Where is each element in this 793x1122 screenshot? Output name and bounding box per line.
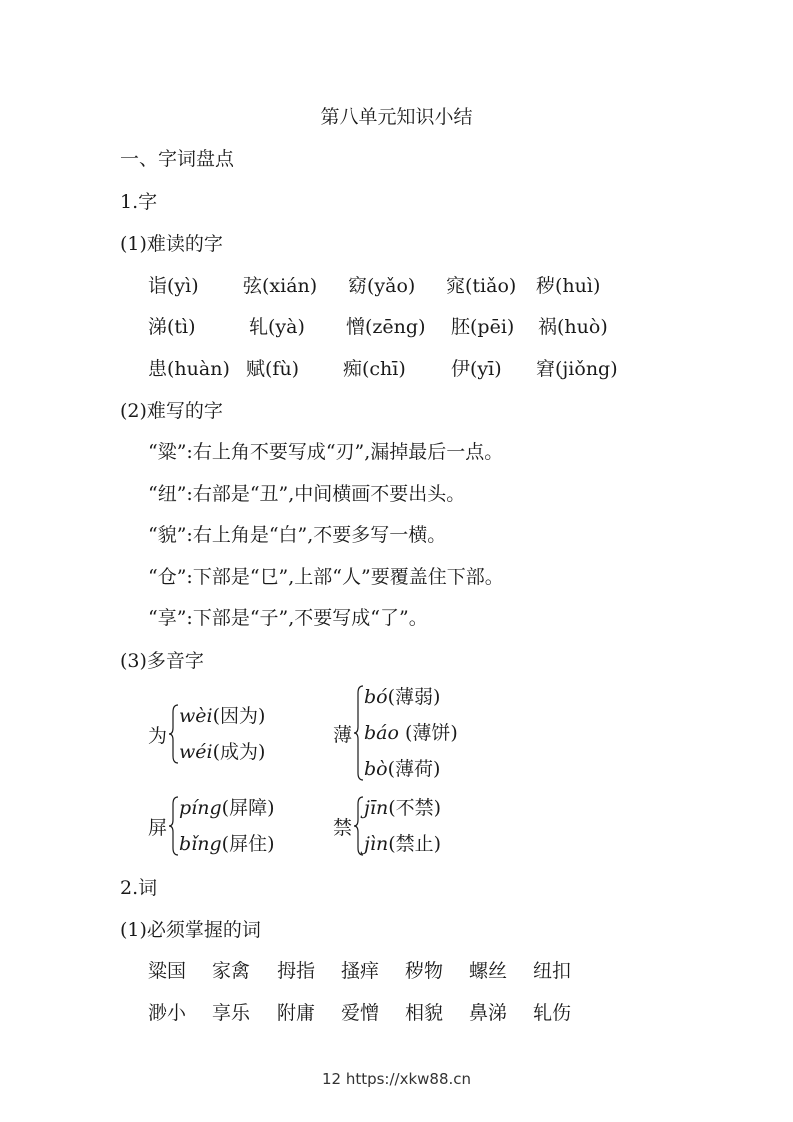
hard-read-cell: 祸(huò) [538,316,608,338]
brace-icon [354,685,364,781]
word-item: 享乐 [212,1002,251,1024]
polyphone-reading: jīn(不禁) [364,797,442,819]
hard-read-cell: 伊(yī) [451,358,502,380]
hard-read-cell: 弦(xián) [243,275,318,297]
brace-icon [169,704,179,764]
subheading-words: 2.词 [120,877,158,899]
hard-read-cell: 窘(jiǒng) [536,358,618,380]
word-item: 秽物 [405,960,444,982]
hard-write-item: “粱”:右上角不要写成“刃”,漏掉最后一点。 [148,441,504,463]
polyphone-reading: bò(薄荷) [364,758,441,780]
word-item: 拇指 [277,960,316,982]
hard-read-cell: 轧(yà) [249,316,305,338]
polyphone-bao [333,685,458,781]
hard-read-cell: 胚(pēi) [451,316,515,338]
polyphone-reading: wéi(成为) [179,741,266,763]
word-item: 鼻涕 [469,1002,508,1024]
page-title: 第八单元知识小结 [320,106,473,128]
polyphone-char: 禁 [333,816,353,839]
subheading-characters: 1.字 [120,191,158,213]
polyphone-char: 为 [148,724,168,747]
hard-write-item: “貌”:右上角是“白”,不要多写一横。 [148,524,447,546]
hard-write-item: “纽”:右部是“丑”,中间横画不要出头。 [148,483,466,505]
hard-read-cell: 秽(huì) [536,275,601,297]
polyphone-char: 屏 [148,816,168,839]
subheading-polyphones: (3)多音字 [120,650,204,672]
polyphone-reading: bǐng(屏住) [179,833,275,855]
hard-write-item: “仓”:下部是“㔾”,上部“人”要覆盖住下部。 [148,566,504,588]
polyphone-char: 薄 [333,723,353,746]
brace-icon [169,796,179,856]
word-item: 相貌 [405,1002,444,1024]
brace-icon [354,796,364,856]
subheading-hard-to-write: (2)难写的字 [120,400,223,422]
hard-read-cell: 窈(yǎo) [348,275,416,297]
hard-read-cell: 窕(tiǎo) [446,275,517,297]
polyphone-wei [148,704,265,764]
hard-read-cell: 憎(zēng) [346,316,426,338]
subheading-must-master-words: (1)必须掌握的词 [120,919,261,941]
subheading-hard-to-read: (1)难读的字 [120,233,223,255]
polyphone-reading: wèi(因为) [179,705,266,727]
page-footer: 12 https://xkw88.cn [321,1070,472,1088]
hard-read-cell: 赋(fù) [246,358,300,380]
polyphone-reading: báo (薄饼) [364,722,458,744]
word-item: 粱国 [148,960,187,982]
hard-read-cell: 诣(yì) [148,275,199,297]
hard-read-cell: 患(huàn) [148,358,230,380]
word-item: 搔痒 [341,960,380,982]
hard-read-cell: 涕(tì) [148,316,196,338]
section-heading-words: 一、字词盘点 [120,148,235,170]
polyphone-ping [148,796,274,856]
hard-write-item: “享”:下部是“子”,不要写成“了”。 [148,607,428,629]
word-item: 附庸 [277,1002,316,1024]
word-item: 家禽 [212,960,251,982]
word-item: 爱憎 [341,1002,380,1024]
word-item: 轧伤 [533,1002,572,1024]
polyphone-jin [333,796,441,856]
word-item: 纽扣 [533,960,572,982]
word-item: 渺小 [148,1002,187,1024]
word-item: 螺丝 [469,960,508,982]
hard-read-cell: 痴(chī) [343,358,406,380]
polyphone-reading: jìn(禁止) [364,833,442,855]
polyphone-reading: píng(屏障) [179,797,275,819]
polyphone-reading: bó(薄弱) [364,686,441,708]
